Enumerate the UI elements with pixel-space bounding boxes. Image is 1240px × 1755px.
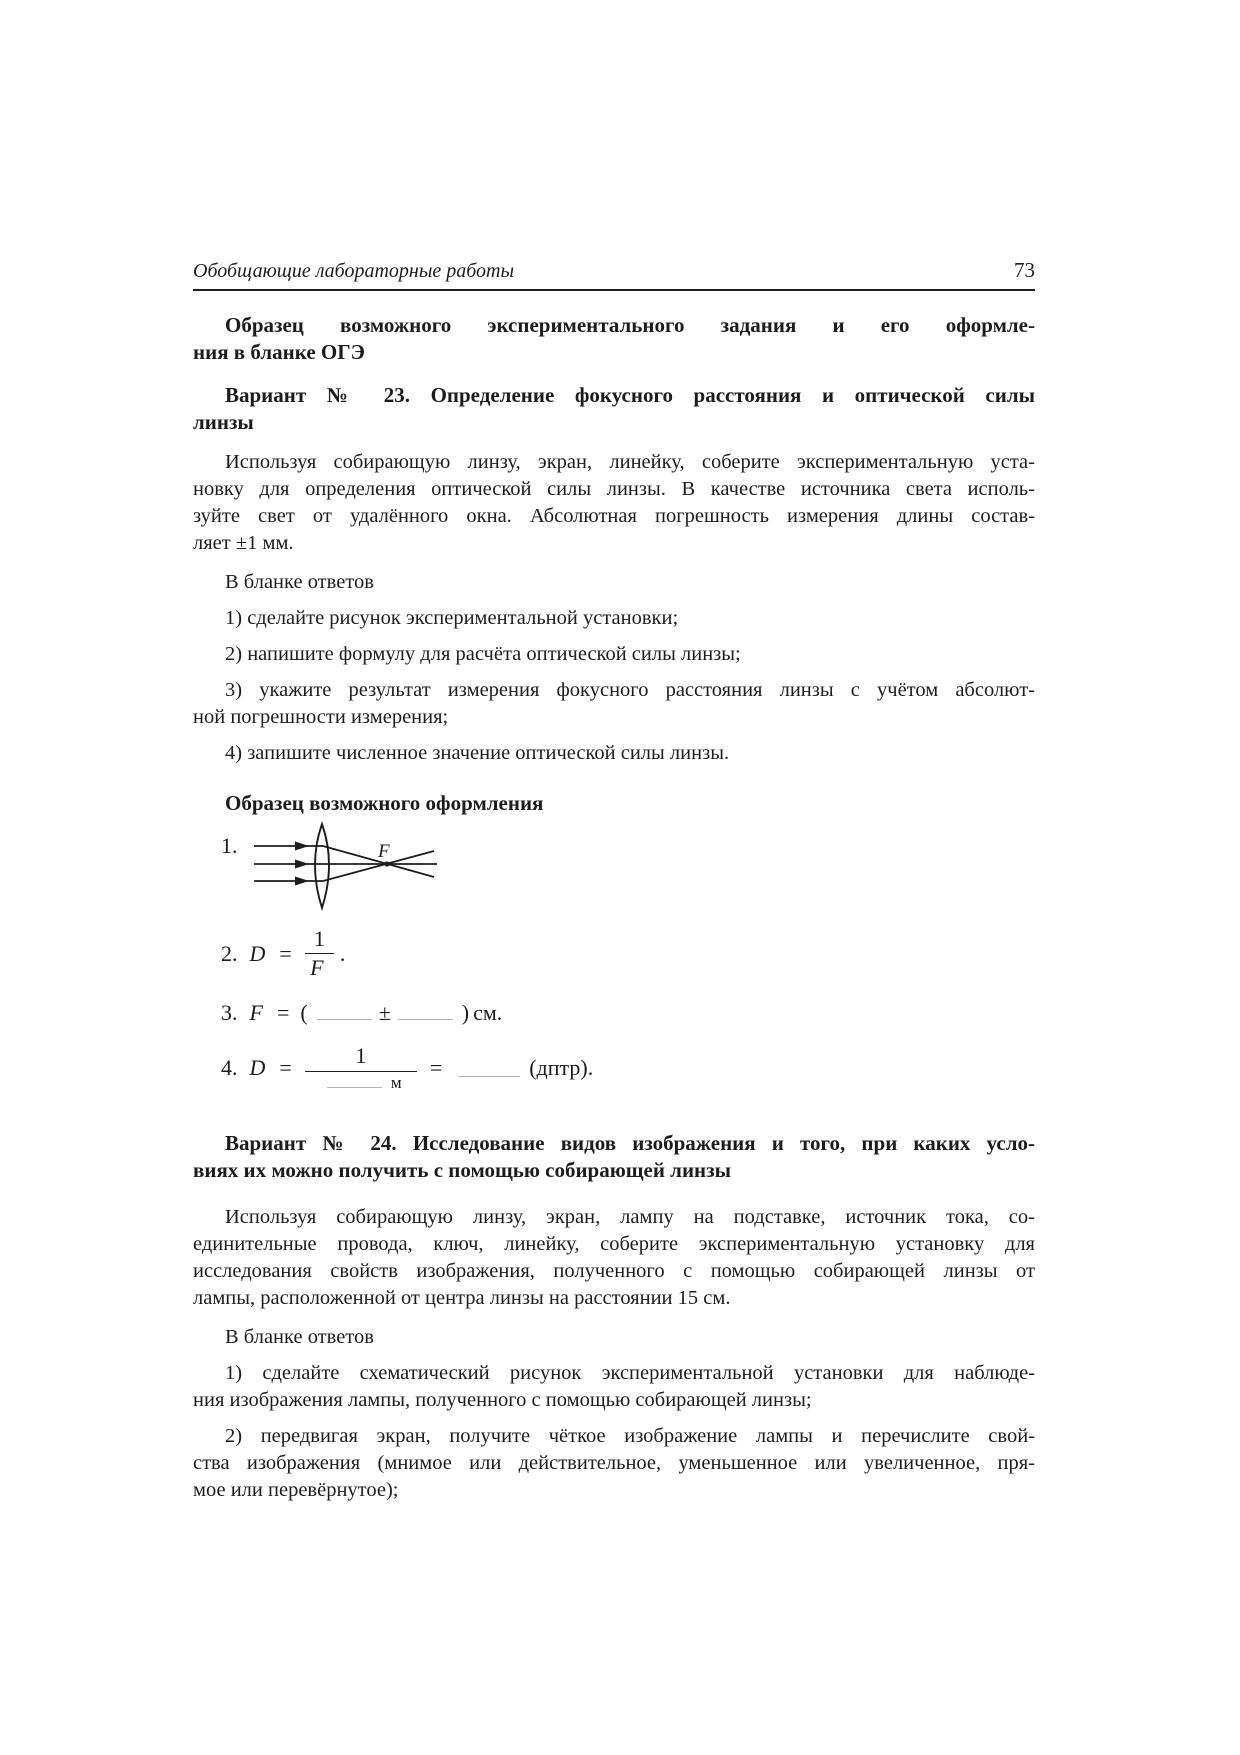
- paragraph-line: исследования свойств изображения, полученного с помощью собирающей линзы от: [193, 1260, 1035, 1283]
- item-line: 1) сделайте схематический рисунок экспериментальной установки для наблюде-: [225, 1362, 1035, 1385]
- paragraph-line: Используя собирающую линзу, экран, лампу на подставке, источник тока, со-: [225, 1206, 1035, 1229]
- heading-line: виях их можно получить с помощью собирающей линзы: [193, 1158, 731, 1183]
- item-number: 2.: [221, 940, 238, 966]
- answer-sheet-label: [193, 569, 1035, 596]
- item-number: 4.: [221, 1055, 238, 1081]
- paragraph-line: зуйте свет от удалённого окна. Абсолютная погрешность измерения длины состав-: [193, 505, 1035, 527]
- math-variable: F: [249, 1000, 263, 1026]
- variant24-heading: [193, 1130, 1035, 1184]
- heading-line: ния в бланке ОГЭ: [193, 340, 365, 364]
- task-item: [193, 605, 1035, 632]
- item-line: ния изображения лампы, полученного с помощью собирающей линзы;: [193, 1389, 812, 1412]
- item-line: 3) укажите результат измерения фокусного расстояния линзы с учётом абсолют-: [225, 679, 1035, 701]
- lens-ray-diagram: [250, 819, 465, 913]
- task-item: [193, 1423, 1035, 1504]
- item-line: ства изображения (мнимое или действительное, уменьшенное или увеличенное, пря-: [193, 1452, 1035, 1475]
- page-number: 73: [1014, 258, 1035, 282]
- fraction: [305, 1044, 417, 1092]
- item-line: 2) напишите формулу для расчёта оптической силы линзы;: [225, 643, 741, 665]
- task-item: [193, 1360, 1035, 1414]
- arrowhead-icon: [295, 877, 309, 886]
- arrowhead-icon: [295, 842, 309, 851]
- task-item: [193, 641, 1035, 668]
- period: .: [339, 940, 346, 966]
- variant24-paragraph: [193, 1204, 1035, 1312]
- paragraph-line: ляет ±1 мм.: [193, 532, 294, 554]
- plus-minus-sign: ±: [378, 1000, 391, 1026]
- fraction-denominator: [320, 1072, 402, 1093]
- variant23-paragraph: [193, 449, 1035, 557]
- focus-label: F: [378, 841, 390, 862]
- answer-blank: [327, 1085, 382, 1088]
- label-line: В бланке ответов: [225, 571, 374, 593]
- focus-point: [384, 861, 389, 866]
- formula-focal-length-result: [193, 1000, 1035, 1026]
- paragraph-line: новку для определения оптической силы линзы. В качестве источника света исполь-: [193, 478, 1035, 500]
- paragraph-line: лампы, расположенной от центра линзы на расстоянии 15 см.: [193, 1287, 731, 1310]
- equals-sign: =: [276, 1000, 290, 1026]
- math-variable: D: [249, 940, 266, 966]
- answer-blank: [317, 1017, 372, 1020]
- task-item: [193, 740, 1035, 767]
- running-header: [193, 258, 1035, 291]
- item-number: 1.: [221, 833, 238, 858]
- equals-sign: =: [429, 1055, 443, 1081]
- fraction-numerator: 1: [305, 927, 334, 954]
- arrowhead-icon: [295, 860, 309, 869]
- unit-label: м: [390, 1072, 402, 1092]
- formula-optical-power-value: [193, 1044, 1035, 1092]
- answer-blank: [398, 1017, 453, 1020]
- math-variable: D: [249, 1055, 266, 1081]
- heading-line: Образец возможного экспериментального задания и его оформле-: [225, 313, 1035, 337]
- heading-line: Вариант № 24. Исследование видов изображения и того, при каких усло-: [225, 1131, 1035, 1156]
- task-item: [193, 677, 1035, 731]
- heading-line: Вариант № 23. Определение фокусного расстояния и оптической силы: [225, 383, 1035, 407]
- sample-item-diagram: [193, 819, 1035, 913]
- fraction: [305, 927, 334, 980]
- unit-label: (дптр).: [529, 1055, 594, 1081]
- heading-line: линзы: [193, 410, 254, 434]
- open-paren: (: [300, 1000, 308, 1026]
- lens-shape: [315, 824, 329, 908]
- heading-line: Образец возможного оформления: [225, 791, 544, 815]
- equals-sign: =: [279, 1055, 292, 1081]
- item-line: мое или перевёрнутое);: [193, 1479, 399, 1502]
- intro-heading: [193, 312, 1035, 366]
- formula-optical-power-definition: [193, 927, 1035, 980]
- item-line: 4) запишите численное значение оптической силы линзы.: [225, 742, 730, 764]
- item-line: 1) сделайте рисунок экспериментальной установки;: [225, 607, 679, 629]
- answer-sheet-label: [193, 1324, 1035, 1351]
- paragraph-line: Используя собирающую линзу, экран, линейку, соберите экспериментальную уста-: [225, 451, 1035, 473]
- label-line: В бланке ответов: [225, 1326, 374, 1349]
- item-line: ной погрешности измерения;: [193, 706, 449, 728]
- close-paren: ): [461, 1000, 470, 1026]
- paragraph-line: единительные провода, ключ, линейку, соберите экспериментальную установку для: [193, 1233, 1035, 1256]
- fraction-numerator: 1: [305, 1044, 417, 1071]
- page-content: [193, 258, 1035, 1504]
- sample-heading: [193, 790, 1035, 817]
- item-line: 2) передвигая экран, получите чёткое изображение лампы и перечислите свой-: [225, 1425, 1035, 1448]
- variant23-heading: [193, 382, 1035, 436]
- fraction-denominator: F: [310, 955, 324, 981]
- unit-label: см.: [473, 1000, 503, 1026]
- answer-blank: [458, 1074, 520, 1077]
- item-number: 3.: [221, 1000, 238, 1026]
- running-title: Обобщающие лабораторные работы: [193, 260, 515, 282]
- equals-sign: =: [279, 940, 292, 966]
